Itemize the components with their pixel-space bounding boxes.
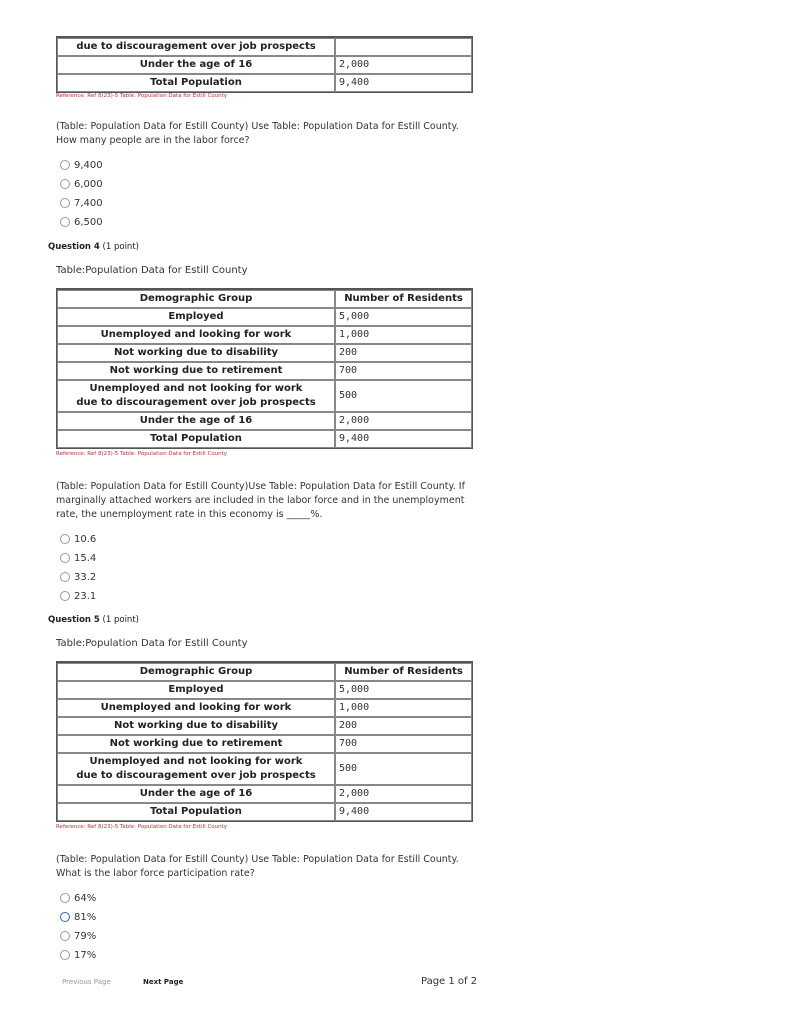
table-cell-value: 700 [335,735,472,753]
option-label: 23.1 [74,590,97,602]
option-label: 10.6 [74,533,97,545]
q5-option-1[interactable] [60,891,96,905]
option-label: 15.4 [74,552,97,564]
table-cell-label: Total Population [57,74,335,92]
label-line: Unemployed and not looking for work [89,383,303,394]
question-points: (1 point) [99,615,139,625]
table-reference: Reference: Ref 8(23)-5 Table: Population Data for Estill County [56,451,228,457]
radio-button[interactable] [60,179,70,189]
radio-button[interactable] [60,950,70,960]
option-label: 9,400 [74,159,103,171]
radio-button[interactable] [60,217,70,227]
table-cell-label: due to discouragement over job prospects [57,38,335,56]
radio-button[interactable] [60,160,70,170]
column-header-group: Demographic Group [57,290,335,308]
table-cell-value: 2,000 [335,785,472,803]
table-cell-label: Not working due to disability [57,344,335,362]
question-3-text: (Table: Population Data for Estill County) Use Table: Population Data for Estill County. How many people are in the labor force? [56,121,459,146]
next-page-link[interactable]: Next Page [143,978,184,986]
option-label: 7,400 [74,197,103,209]
table-cell-label: Employed [57,681,335,699]
option-label: 81% [74,911,97,923]
table-cell-label: Unemployed and looking for work [57,699,335,717]
column-header-residents: Number of Residents [335,663,472,681]
q3-option-3[interactable] [60,196,103,210]
column-header-group: Demographic Group [57,663,335,681]
option-label: 6,500 [74,216,103,228]
population-table-q4 [56,288,473,449]
q4-option-4[interactable] [60,589,96,603]
top-partial-table [56,36,473,93]
previous-page-link[interactable]: Previous Page [62,978,111,986]
question-5-text: (Table: Population Data for Estill County) Use Table: Population Data for Estill County. What is the labor force participation rate? [56,854,459,879]
table-cell-value: 9,400 [335,803,472,821]
table-cell-value: 500 [335,380,472,412]
table-cell-label: Not working due to retirement [57,362,335,380]
radio-button[interactable] [60,553,70,563]
column-header-residents: Number of Residents [335,290,472,308]
q4-option-2[interactable] [60,551,96,565]
table-cell-value: 9,400 [335,430,472,448]
table-cell-value: 2,000 [335,56,472,74]
table-cell-value: 200 [335,717,472,735]
table-cell-label: Under the age of 16 [57,412,335,430]
table-cell-label: Employed [57,308,335,326]
question-5-heading [48,615,139,625]
question-4-text: (Table: Population Data for Estill County)Use Table: Population Data for Estill County. If marginally attached workers are included in the labor force and in the unemployment rate, the unemployment rate in this economy is _____%. [56,481,465,520]
table-cell-value: 2,000 [335,412,472,430]
q4-option-1[interactable] [60,532,96,546]
table-cell-label: Not working due to retirement [57,735,335,753]
table-title: Table:Population Data for Estill County [56,265,248,276]
table-cell-value [335,38,472,56]
table-cell-value: 700 [335,362,472,380]
label-line: due to discouragement over job prospects [76,397,316,408]
table-cell-label: Unemployed and looking for work [57,326,335,344]
table-cell-value: 200 [335,344,472,362]
question-number: Question 5 [48,615,100,625]
question-points: (1 point) [99,242,139,252]
q4-option-3[interactable] [60,570,96,584]
table-title: Table:Population Data for Estill County [56,638,248,649]
option-label: 64% [74,892,97,904]
table-cell-value: 1,000 [335,699,472,717]
table-cell-value: 9,400 [335,74,472,92]
q5-option-4[interactable] [60,948,96,962]
q3-option-1[interactable] [60,158,103,172]
table-cell-label [57,753,335,785]
table-cell-label: Total Population [57,430,335,448]
option-label: 17% [74,949,97,961]
table-cell-label [57,380,335,412]
radio-button[interactable] [60,534,70,544]
label-line: Unemployed and not looking for work [89,756,303,767]
q5-option-2[interactable] [60,910,96,924]
table-reference: Reference: Ref 8(23)-5 Table: Population Data for Estill County [56,93,228,99]
option-label: 6,000 [74,178,103,190]
option-label: 33.2 [74,571,97,583]
radio-button[interactable] [60,572,70,582]
table-cell-value: 5,000 [335,681,472,699]
question-number: Question 4 [48,242,100,252]
label-line: due to discouragement over job prospects [76,770,316,781]
table-cell-label: Under the age of 16 [57,785,335,803]
radio-button-selected[interactable] [60,912,70,922]
population-table-q5 [56,661,473,822]
table-reference: Reference: Ref 8(23)-5 Table: Population Data for Estill County [56,824,228,830]
table-cell-label: Not working due to disability [57,717,335,735]
table-cell-value: 1,000 [335,326,472,344]
table-cell-value: 5,000 [335,308,472,326]
table-cell-value: 500 [335,753,472,785]
page-indicator: Page 1 of 2 [421,976,478,987]
option-label: 79% [74,930,97,942]
radio-button[interactable] [60,893,70,903]
question-4-heading [48,242,139,252]
radio-button[interactable] [60,198,70,208]
q3-option-4[interactable] [60,215,103,229]
radio-button[interactable] [60,931,70,941]
q3-option-2[interactable] [60,177,103,191]
radio-button[interactable] [60,591,70,601]
table-cell-label: Total Population [57,803,335,821]
q5-option-3[interactable] [60,929,96,943]
table-cell-label: Under the age of 16 [57,56,335,74]
